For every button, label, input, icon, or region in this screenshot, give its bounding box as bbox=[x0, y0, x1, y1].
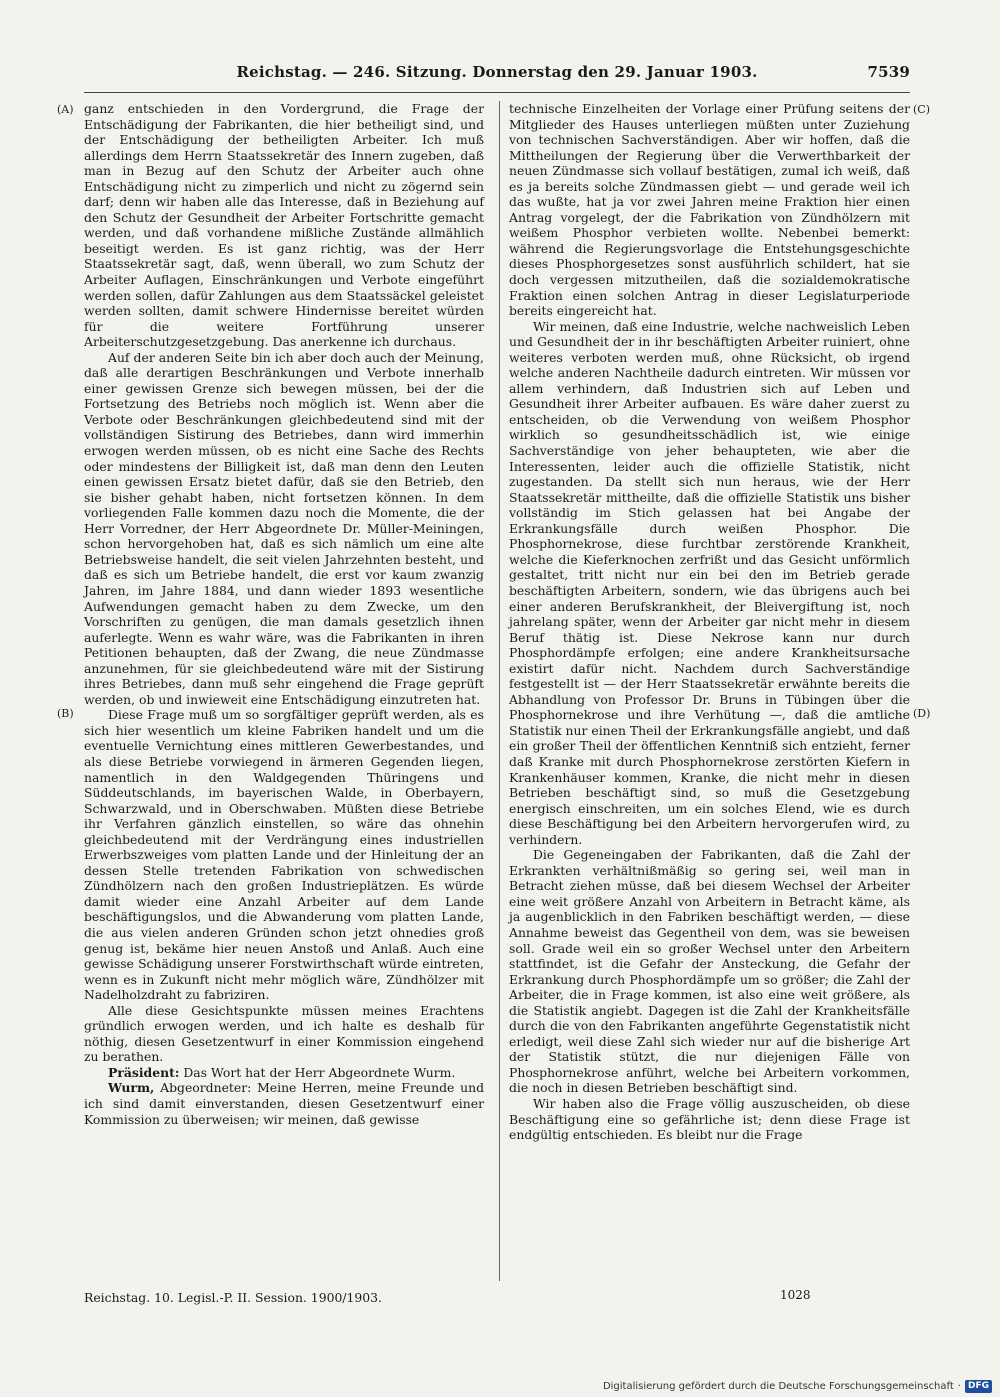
paragraph: Die Gegeneingaben der Fabrikanten, daß die Zahl der Erkrankten verhältnißmäßig so gering sei, weil man in Betracht ziehen müsse, daß bei diesem Wechsel der Arbeiter eine weit größere Anzahl von Arbeitern in Betracht käme, als ja augenblicklich in den Fabriken beschäftigt werden, — diese Annahme beweist das Gegentheil von dem, was sie beweisen soll. Grade weil ein so großer Wechsel unter den Arbeitern stattfindet, ist die Gefahr der Ansteckung, die Gefahr der Erkrankung durch Phosphordämpfe um so größer; die Zahl der Arbeiter, die in Frage kommen, ist also eine weit größere, als die Statistik angiebt. Dagegen ist die Zahl der Krankheitsfälle durch die von den Fabrikanten angeführte Gegenstatistik nicht erledigt, weil diese Zahl sich wieder nur auf die bisherige Art der Statistik stützt, die nur diejenigen Fälle von Phosphornekrose anführt, welche bei Arbeitern vorkommen, die noch in diesen Betrieben beschäftigt sind. bbox=[509, 847, 910, 1096]
speaker-paragraph bbox=[84, 1080, 484, 1127]
header-title: Reichstag. — 246. Sitzung. Donnerstag den 29. Januar 1903. bbox=[236, 63, 758, 81]
paragraph: Alle diese Gesichtspunkte müssen meines Erachtens gründlich erwogen werden, und ich halte es deshalb für nöthig, diesen Gesetzentwurf in einer Kommission eingehend zu berathen. bbox=[84, 1002, 484, 1065]
speaker-paragraph bbox=[84, 1065, 484, 1081]
margin-marker-a: (A) bbox=[57, 103, 74, 116]
page-header bbox=[84, 63, 910, 85]
dfg-logo-icon: DFG bbox=[965, 1380, 992, 1393]
paragraph: Wir meinen, daß eine Industrie, welche nachweislich Leben und Gesundheit der in ihr beschäftigten Arbeiter ruiniert, ohne weiteres verboten werden muß, ohne Rücksicht, ob irgend welche anderen Nachtheile dadurch eintreten. Wir müssen vor allem verhindern, daß Industrien sich auf Leben und Gesundheit ihrer Arbeiter aufbauen. Es wäre daher zuerst zu entscheiden, ob die Verwendung von weißem Phosphor wirklich so gesundheitsschädlich ist, wie einige Sachverständige von jeher behaupteten, wie aber die Interessenten, leider auch die offizielle Statistik, nicht zugestanden. Da stellt sich nun heraus, wie der Herr Staatssekretär mittheilte, daß die offizielle Statistik uns bisher vollständig im Stich gelassen hat bei Angabe der Erkrankungsfälle durch weißen Phosphor. Die Phosphornekrose, diese furchtbar zerstörende Krankheit, welche die Kieferknochen zerfrißt und das Gesicht unförmlich gestaltet, tritt nicht nur ein bei den im Betrieb gerade beschäftigten Arbeitern, sondern, wie das übrigens auch bei einer anderen Berufskrankheit, der Bleivergiftung ist, noch jahrelang später, wenn der Arbeiter gar nicht mehr in diesem Beruf thätig ist. Diese Nekrose kann nur durch Phosphordämpfe erfolgen; eine andere Krankheitsursache existirt dafür nicht. Nachdem durch Sachverständige festgestellt ist — der Herr Staatssekretär erwähnte bereits die Abhandlung von Professor Dr. Bruns in Tübingen über die Phosphornekrose und ihre Verhütung —, daß die amtliche Statistik nur einen Theil der Erkrankungsfälle angiebt, und daß ein großer Theil der öffentlichen Kenntniß sich entzieht, ferner daß Kranke mit durch Phosphornekrose zerstörten Kiefern in Krankenhäuser kommen, Kranke, die nicht mehr in diesen Betrieben beschäftigt sind, so muß die Gesetzgebung energisch einschreiten, um ein solches Elend, wie es durch diese Beschäftigung bei den Arbeitern hervorgerufen wird, zu verhindern. bbox=[509, 318, 910, 847]
paragraph: technische Einzelheiten der Vorlage einer Prüfung seitens der Mitglieder des Hauses unterliegen müßten unter Zuziehung von technischen Sachverständigen. Aber wir hoffen, daß die Mittheilungen der Regierung über die Verwerthbarkeit der neuen Zündmasse sich vollauf bestätigen, zumal ich weiß, daß es ja bereits solche Zündmassen giebt — und gerade weil ich das wußte, hat ja vor zwei Jahren meine Fraktion hier einen Antrag vorgelegt, der die Fabrikation von Zündhölzern mit weißem Phosphor verbieten wollte. Nebenbei bemerkt: während die Regierungsvorlage die Entstehungsgeschichte dieses Phosphorgesetzes sonst ausführlich schildert, hat sie doch vergessen mitzutheilen, daß die sozialdemokratische Fraktion einen solchen Antrag in dieser Legislaturperiode bereits eingereicht hat. bbox=[509, 101, 910, 319]
margin-marker-d: (D) bbox=[913, 707, 931, 720]
page-number: 7539 bbox=[867, 63, 910, 81]
speech-text: Das Wort hat der Herr Abgeordnete Wurm. bbox=[179, 1064, 456, 1080]
left-column bbox=[84, 101, 484, 1127]
margin-marker-c: (C) bbox=[913, 103, 930, 116]
speech-text: Abgeordneter: Meine Herren, meine Freunde und ich sind damit einverstanden, diesen Gesetzentwurf einer Kommission zu überweisen; wir meinen, daß gewisse bbox=[84, 1080, 484, 1127]
digitization-credit bbox=[603, 1380, 992, 1393]
footer-sheet-number: 1028 bbox=[780, 1288, 811, 1302]
paragraph: Diese Frage muß um so sorgfältiger geprüft werden, als es sich hier wesentlich um kleine Fabriken handelt und um die eventuelle Vernichtung eines mittleren Gewerbestandes, und als diese Betriebe vorwiegend in ärmeren Gegenden liegen, namentlich in den Waldgegenden Thüringens und Süddeutschlands, im bayerischen Walde, in Oberbayern, Schwarzwald, und in Oberschwaben. Müßten diese Betriebe ihr Verfahren gänzlich einstellen, so wäre das ohnehin gleichbedeutend mit der Verdrängung eines industriellen Erwerbszweiges vom platten Lande und der Hinleitung der an dessen Stelle tretenden Fabrikation von schwedischen Zündhölzern nach den großen Industrieplätzen. Es würde damit wieder eine Anzahl Arbeiter auf dem Lande beschäftigungslos, und die Abwanderung vom platten Lande, die aus vielen anderen Gründen schon jetzt ohnedies groß genug ist, bekäme hier neuen Anstoß und Anlaß. Auch eine gewisse Schädigung unserer Forstwirthschaft würde eintreten, wenn es in Zukunft nicht mehr möglich wäre, Zündhölzer mit Nadelholzdraht zu fabriziren. bbox=[84, 707, 484, 1003]
footer-session-info: Reichstag. 10. Legisl.-P. II. Session. 1900/1903. bbox=[84, 1290, 382, 1305]
speaker-name: Präsident: bbox=[108, 1064, 180, 1080]
credit-separator: · bbox=[957, 1381, 961, 1392]
right-column bbox=[509, 101, 910, 1143]
speaker-name: Wurm, bbox=[108, 1080, 155, 1096]
column-divider bbox=[499, 101, 500, 1281]
paragraph: ganz entschieden in den Vordergrund, die Frage der Entschädigung der Fabrikanten, die hier betheiligt sind, und der Entschädigung der betheiligten Arbeiter. Ich muß allerdings dem Herrn Staatssekretär des Innern zugeben, daß man in Bezug auf den Schutz der Arbeiter auch ohne Entschädigung nicht zu zimperlich und nicht zu zögernd sein darf; denn wir haben alle das Interesse, daß in Beziehung auf den Schutz der Gesundheit der Arbeiter Fortschritte gemacht werden, und daß vorhandene mißliche Zustände allmählich beseitigt werden. Es ist ganz richtig, was der Herr Staatssekretär sagt, daß, wenn überall, wo zum Schutz der Arbeiter Auflagen, Einschränkungen und Verbote eingeführt werden sollen, dafür Zahlungen aus dem Staatssäckel geleistet werden sollten, damit schwere Hindernisse bereitet würden für die weitere Fortführung unserer Arbeiterschutzgesetzgebung. Das anerkenne ich durchaus. bbox=[84, 101, 484, 350]
credit-text: Digitalisierung gefördert durch die Deutsche Forschungsgemeinschaft bbox=[602, 1381, 954, 1392]
margin-marker-b: (B) bbox=[57, 707, 74, 720]
paragraph: Auf der anderen Seite bin ich aber doch auch der Meinung, daß alle derartigen Beschränkungen und Verbote innerhalb einer gewissen Grenze sich bewegen müssen, bei der die Fortsetzung des Betriebs noch möglich ist. Wenn aber die Verbote oder Beschränkungen gleichbedeutend sind mit der vollständigen Sistirung des Betriebes, dann wird immerhin erwogen werden müssen, ob es nicht eine Sache des Rechts oder mindestens der Billigkeit ist, daß man denn den Leuten einen gewissen Ersatz bietet dafür, daß sie den Betrieb, den sie bisher gehabt haben, nicht fortsetzen können. In dem vorliegenden Falle kommen dazu noch die Momente, die der Herr Vorredner, der Herr Abgeordnete Dr. Müller-Meiningen, schon hervorgehoben hat, daß es sich nämlich um eine alte Betriebsweise handelt, die seit vielen Jahrzehnten besteht, und daß es sich um Betriebe handelt, die erst vor kaum zwanzig Jahren, im Jahre 1884, und dann wieder 1893 wesentliche Aufwendungen gemacht haben zu dem Zwecke, um den Vorschriften zu genügen, die man damals gesetzlich ihnen auferlegte. Wenn es wahr wäre, was die Fabrikanten in ihren Petitionen behaupten, daß der Zwang, die neue Zündmasse anzunehmen, für sie gleichbedeutend wäre mit der Sistirung ihres Betriebes, dann muß sehr eingehend die Frage geprüft werden, ob und inwieweit eine Entschädigung einzutreten hat. bbox=[84, 349, 484, 707]
header-rule bbox=[84, 92, 910, 93]
paragraph: Wir haben also die Frage völlig auszuscheiden, ob diese Beschäftigung eine so gefährliche ist; denn diese Frage ist endgültig entschieden. Es bleibt nur die Frage bbox=[509, 1096, 910, 1143]
